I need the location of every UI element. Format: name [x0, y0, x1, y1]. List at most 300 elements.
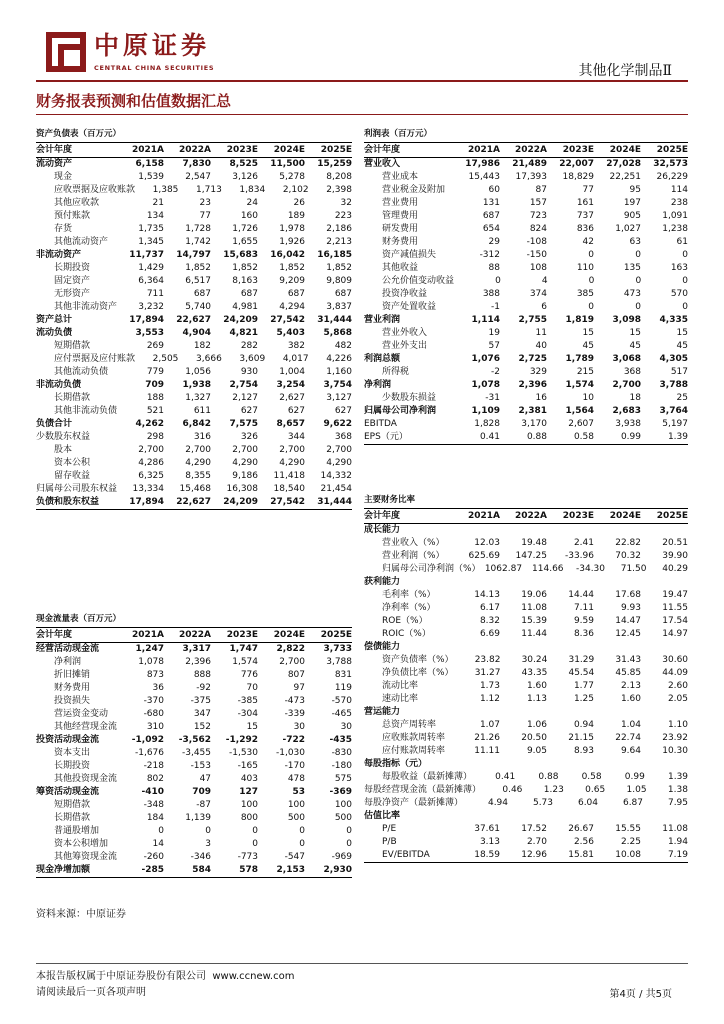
cell-value: -304	[237, 709, 258, 719]
industry-label: 其他化学制品Ⅱ	[578, 63, 672, 79]
table-row	[36, 643, 352, 656]
cell-value: 1,655	[232, 237, 258, 247]
row-label: 长期借款	[54, 813, 91, 823]
cell-value: 24,209	[223, 497, 258, 507]
table-row	[36, 288, 352, 301]
cell-value: 11.08	[662, 824, 688, 834]
cell-value: 26,229	[656, 172, 688, 182]
row-label: EV/EBITDA	[382, 850, 430, 860]
cell-value: 687	[482, 211, 500, 221]
row-label: 营业外收入	[382, 328, 428, 338]
cell-value: 329	[529, 367, 547, 377]
row-label: 每股经营现金流（最新摊薄）	[364, 785, 482, 795]
cell-value: 709	[145, 380, 164, 390]
cell-value: 45.54	[568, 668, 595, 678]
cell-value: 53	[292, 787, 305, 797]
cell-value	[500, 576, 547, 589]
cell-value: 15,683	[223, 250, 258, 260]
cell-value: 95	[629, 185, 641, 195]
cell-value: 500	[287, 813, 305, 823]
cell-value: 119	[334, 683, 352, 693]
table-row	[36, 184, 352, 197]
cell-value: 3,127	[326, 393, 352, 403]
footer-divider	[36, 963, 688, 964]
cell-value: 22,251	[609, 172, 641, 182]
cell-value: 1,114	[471, 315, 500, 325]
table-row	[36, 695, 352, 708]
cell-value: 282	[240, 341, 258, 351]
row-label: 净利润	[54, 657, 82, 667]
cell-value: 3,837	[326, 302, 353, 312]
cell-value: 0	[635, 276, 642, 286]
year-column-label: 会计年度	[364, 145, 401, 155]
cell-value: -570	[331, 696, 352, 706]
table-row	[364, 628, 688, 641]
cell-value: 1,728	[185, 224, 211, 234]
cell-value: 197	[623, 198, 641, 208]
cell-value: 15.39	[521, 616, 547, 626]
cell-value	[641, 576, 688, 589]
cell-value: 1,852	[232, 263, 258, 273]
table-row	[364, 719, 688, 732]
cell-value: 1.12	[479, 694, 500, 704]
cell-value: 5,740	[185, 302, 212, 312]
table-row	[36, 669, 352, 682]
cell-value: 1.05	[626, 785, 647, 795]
cell-value	[453, 810, 500, 823]
cell-value: 654	[482, 224, 500, 234]
cell-value: 17,393	[515, 172, 547, 182]
cell-value: 17,894	[129, 497, 164, 507]
row-label: 营业税金及附加	[382, 185, 446, 195]
cell-value: 11,418	[273, 471, 305, 481]
year-header: 2023E	[226, 145, 258, 155]
cell-value: 3,938	[615, 419, 641, 429]
row-label: 财务费用	[54, 683, 91, 693]
cell-value: -1,092	[131, 735, 164, 745]
year-header: 2025E	[320, 145, 352, 155]
row-label: 其他非流动资产	[54, 302, 118, 312]
cell-value: 1,345	[138, 237, 164, 247]
cell-value: 17,986	[465, 159, 500, 169]
table-row	[36, 812, 352, 825]
cell-value: 1,160	[326, 367, 352, 377]
cell-value	[453, 524, 500, 537]
cell-value: 824	[529, 224, 547, 234]
row-label: 管理费用	[382, 211, 419, 221]
table-row	[36, 314, 352, 327]
row-label: 速动比率	[382, 694, 419, 704]
cell-value: 215	[576, 367, 594, 377]
cell-value: 21,454	[320, 484, 353, 494]
cell-value: 0.99	[624, 772, 645, 782]
cell-value: -375	[190, 696, 211, 706]
row-label: 总资产周转率	[382, 720, 437, 730]
cell-value: 374	[529, 289, 547, 299]
table-row	[36, 418, 352, 431]
cell-value: 147.25	[515, 551, 547, 561]
page-number: 第4页 / 共5页	[609, 989, 672, 1000]
table-row	[36, 353, 352, 366]
cell-value: 1,726	[232, 224, 258, 234]
table-row	[36, 366, 352, 379]
cell-value: 2.70	[526, 837, 547, 847]
table-row	[364, 745, 688, 758]
cell-value: 711	[146, 289, 164, 299]
balance-sheet-table	[36, 127, 352, 510]
row-label: 固定资产	[54, 276, 91, 286]
cell-value: 1.06	[526, 720, 547, 730]
row-label: 其他非流动负债	[54, 406, 118, 416]
cell-value: 6,325	[138, 471, 164, 481]
cell-value: 6,517	[185, 276, 211, 286]
cell-value: 31,444	[317, 497, 352, 507]
cell-value: -370	[143, 696, 164, 706]
row-label: 营业收入	[364, 159, 401, 169]
cell-value: 77	[582, 185, 594, 195]
cell-value: 807	[287, 670, 305, 680]
cell-value: -3,562	[178, 735, 211, 745]
cell-value: 21,489	[512, 159, 547, 169]
row-label: 其他应收款	[54, 198, 100, 208]
table-row	[364, 236, 688, 249]
cell-value: 11.55	[662, 603, 688, 613]
cell-value: 800	[240, 813, 258, 823]
row-label: 营业外支出	[382, 341, 428, 351]
cell-value: -830	[331, 748, 352, 758]
table-row	[36, 656, 352, 669]
cell-value	[594, 706, 641, 719]
cell-value: 2.60	[667, 681, 688, 691]
table-row	[36, 786, 352, 799]
cell-value: 6.87	[622, 798, 644, 808]
cell-value: 7.11	[573, 603, 594, 613]
year-header: 2025E	[320, 630, 352, 640]
cell-value: 0	[635, 250, 641, 260]
cell-value: 14.97	[662, 629, 688, 639]
table-row	[364, 823, 688, 836]
cell-value: 0	[299, 826, 305, 836]
cell-value: 16	[535, 393, 547, 403]
cell-value: 1,247	[135, 644, 164, 654]
cell-value: 15,468	[179, 484, 212, 494]
cell-value: 40.29	[662, 564, 688, 574]
table-row	[36, 197, 352, 210]
cell-value: 11,737	[129, 250, 164, 260]
cell-value: -1,030	[275, 748, 305, 758]
cell-value: 4,262	[135, 419, 164, 429]
row-label: 归属母公司股东权益	[36, 484, 118, 494]
cell-value: 114.66	[532, 564, 564, 574]
cell-value: 100	[240, 800, 258, 810]
cell-value: 687	[334, 289, 352, 299]
year-header: 2023E	[562, 145, 594, 155]
cell-value: -346	[190, 852, 212, 862]
cell-value	[594, 576, 641, 589]
cell-value: 368	[623, 367, 641, 377]
cell-value: 2,700	[279, 657, 305, 667]
cell-value: 627	[240, 406, 259, 416]
cell-value: -34.30	[576, 564, 606, 574]
row-label: 经营活动现金流	[36, 644, 100, 654]
cell-value: -410	[141, 787, 164, 797]
cell-value: 57	[488, 341, 500, 351]
cell-value: 723	[529, 211, 547, 221]
row-label: 营业利润（%）	[382, 551, 445, 561]
cell-value: 23.82	[474, 655, 501, 665]
cell-value: 1,004	[279, 367, 305, 377]
cell-value: 30.60	[662, 655, 689, 665]
cell-value: 1.73	[479, 681, 500, 691]
financial-ratios-table	[364, 493, 688, 863]
cell-value: 1,938	[182, 380, 211, 390]
cell-value: -170	[284, 761, 305, 771]
cell-value: 1.94	[667, 837, 688, 847]
table-row	[364, 706, 688, 719]
cell-value: 687	[193, 289, 211, 299]
cell-value: 22,007	[559, 159, 594, 169]
cell-value: 39.90	[662, 551, 688, 561]
cell-value: 1,852	[326, 263, 352, 273]
row-label: 投资活动现金流	[36, 735, 100, 745]
row-label: 长期投资	[54, 761, 91, 771]
cell-value: 2,700	[279, 445, 305, 455]
table-header-row	[36, 627, 352, 643]
cell-value: 779	[146, 367, 164, 377]
cell-value: -87	[196, 800, 211, 810]
row-label: 财务费用	[382, 237, 419, 247]
table-row	[364, 537, 688, 550]
cell-value: 1,852	[185, 263, 211, 273]
cell-value: 2,627	[279, 393, 305, 403]
row-label: 少数股东权益	[36, 432, 91, 442]
cell-value: -3,455	[181, 748, 211, 758]
cell-value: -547	[284, 852, 306, 862]
table-row	[36, 799, 352, 812]
cell-value: 3,126	[232, 172, 258, 182]
cell-value: 836	[576, 224, 594, 234]
table-row	[36, 483, 352, 496]
row-label: 资产总计	[36, 315, 73, 325]
cell-value: 97	[293, 683, 305, 693]
table-row	[36, 851, 352, 864]
cell-value: 5,278	[279, 172, 305, 182]
cell-value: 9,209	[279, 276, 305, 286]
year-header: 2024E	[609, 511, 641, 521]
table-row	[364, 771, 688, 784]
cell-value: 11.08	[521, 603, 547, 613]
cell-value: 3	[205, 839, 211, 849]
cell-value: 625.69	[468, 551, 500, 561]
year-header: 2022A	[514, 145, 547, 155]
cell-value: 47	[199, 774, 212, 784]
table-row	[364, 431, 688, 445]
cell-value: 3,788	[659, 380, 688, 390]
cell-value: 3,254	[276, 380, 305, 390]
table-row	[364, 366, 688, 379]
cell-value: 182	[193, 341, 211, 351]
company-logo-mark	[46, 32, 86, 72]
cell-value: 1,078	[471, 380, 500, 390]
cell-value: 388	[482, 289, 500, 299]
cell-value: 26.67	[568, 824, 594, 834]
row-label: 应收账款周转率	[382, 733, 446, 743]
company-logo	[36, 30, 236, 80]
table-row	[36, 708, 352, 721]
cell-value: 298	[146, 432, 164, 442]
cell-value: 42	[582, 237, 594, 247]
table-row	[36, 721, 352, 734]
cell-value: 0	[682, 276, 688, 286]
cell-value: -33.96	[564, 551, 594, 561]
cell-value: 21.15	[568, 733, 594, 743]
year-header: 2021A	[467, 511, 500, 521]
row-label: 每股指标（元）	[364, 759, 428, 769]
cell-value: 8.32	[479, 616, 500, 626]
cell-value: 15	[246, 722, 259, 732]
cell-value: 3,666	[196, 354, 222, 364]
table-row	[364, 797, 688, 810]
cell-value: 1,713	[196, 185, 222, 195]
cell-value: 2,754	[229, 380, 258, 390]
row-label: 估值比率	[364, 811, 401, 821]
cell-value: 19	[488, 328, 500, 338]
cell-value: 7.19	[667, 850, 688, 860]
cell-value: 12.45	[615, 629, 641, 639]
cell-value: 4,821	[229, 328, 258, 338]
cell-value: 20.51	[662, 538, 688, 548]
cell-value: 6,842	[182, 419, 211, 429]
year-header: 2024E	[273, 145, 305, 155]
cell-value: 131	[482, 198, 500, 208]
cell-value: -150	[526, 250, 547, 260]
cell-value: -153	[190, 761, 211, 771]
cell-value: -218	[143, 761, 164, 771]
cell-value: 87	[535, 185, 547, 195]
cell-value: 575	[334, 774, 353, 784]
row-label: 净利率（%）	[382, 603, 436, 613]
row-label: 留存收益	[54, 471, 91, 481]
table-row	[36, 760, 352, 773]
cell-value: 24,209	[223, 315, 258, 325]
cell-value	[594, 810, 641, 823]
cell-value: 32	[340, 198, 352, 208]
cell-value: 11,500	[270, 159, 305, 169]
cell-value: 44.09	[662, 668, 689, 678]
cell-value: 344	[287, 432, 305, 442]
year-header: 2022A	[514, 511, 547, 521]
cell-value: 0.94	[573, 720, 594, 730]
cell-value	[547, 758, 594, 771]
cell-value: -1,530	[228, 748, 258, 758]
cell-value: 25	[676, 393, 688, 403]
cell-value: 0.65	[585, 785, 606, 795]
cell-value: 2,102	[282, 185, 309, 195]
cell-value: 9.59	[573, 616, 594, 626]
row-label: 其他流动资产	[54, 237, 109, 247]
table-row	[364, 197, 688, 210]
cell-value: 1,539	[138, 172, 164, 182]
row-label: 应付账款周转率	[382, 746, 446, 756]
cell-value: 3.13	[479, 837, 500, 847]
cell-value: 15.55	[615, 824, 641, 834]
cell-value: 4,290	[185, 458, 211, 468]
cell-value: 2,186	[326, 224, 352, 234]
cell-value: 1,056	[185, 367, 211, 377]
cell-value: 9.05	[526, 746, 547, 756]
cell-value: 1,852	[279, 263, 305, 273]
cell-value: 1,109	[471, 406, 500, 416]
cell-value	[547, 810, 594, 823]
table-row	[364, 171, 688, 184]
row-label: 流动比率	[382, 681, 419, 691]
table-row	[36, 379, 352, 392]
row-label: 少数股东损益	[382, 393, 437, 403]
cell-value	[453, 641, 500, 654]
cell-value: 163	[670, 263, 688, 273]
cell-value: 18,540	[273, 484, 306, 494]
table-row	[364, 693, 688, 706]
cell-value: 19.48	[521, 538, 547, 548]
table-row	[36, 171, 352, 184]
cell-value: 15,443	[468, 172, 500, 182]
cell-value: 7,575	[229, 419, 258, 429]
table-caption: 现金流量表（百万元）	[36, 614, 122, 624]
cell-value: 8,657	[276, 419, 305, 429]
cell-value: 8.36	[573, 629, 594, 639]
table-row	[36, 825, 352, 838]
row-label: 其他流动负债	[54, 367, 109, 377]
table-row	[36, 405, 352, 418]
cell-value: 1.25	[573, 694, 594, 704]
table-row	[364, 418, 688, 431]
cell-value: 2,700	[232, 445, 258, 455]
cell-value: 31.27	[474, 668, 501, 678]
year-header: 2021A	[467, 145, 500, 155]
cell-value: 1,978	[279, 224, 305, 234]
table-row	[36, 158, 352, 171]
cell-value: 18	[629, 393, 641, 403]
cell-value: 570	[670, 289, 688, 299]
cell-value: 1,327	[185, 393, 211, 403]
page-header	[0, 0, 724, 85]
cell-value: 15.81	[568, 850, 594, 860]
cell-value: 0	[495, 276, 501, 286]
row-label: 股本	[54, 445, 73, 455]
cell-value: 611	[193, 406, 212, 416]
table-row	[364, 275, 688, 288]
cell-value: 223	[334, 211, 352, 221]
cell-value: -969	[331, 852, 353, 862]
cell-value: 1,385	[152, 185, 179, 195]
table-row	[364, 353, 688, 366]
table-row	[364, 405, 688, 418]
cell-value: 11	[535, 328, 547, 338]
footer-website-link[interactable]: www.ccnew.com	[212, 971, 295, 982]
cell-value: 737	[576, 211, 594, 221]
cell-value	[641, 810, 688, 823]
table-row	[364, 758, 688, 771]
cell-value	[641, 641, 688, 654]
cell-value: 238	[670, 198, 688, 208]
logo-chinese-name: 中原证券	[94, 31, 211, 60]
table-row	[364, 262, 688, 275]
row-label: 营业成本	[382, 172, 419, 182]
cell-value: 152	[193, 722, 212, 732]
cell-value: 17.54	[662, 616, 688, 626]
cell-value: 12.03	[474, 538, 500, 548]
row-label: 长期投资	[54, 263, 91, 273]
